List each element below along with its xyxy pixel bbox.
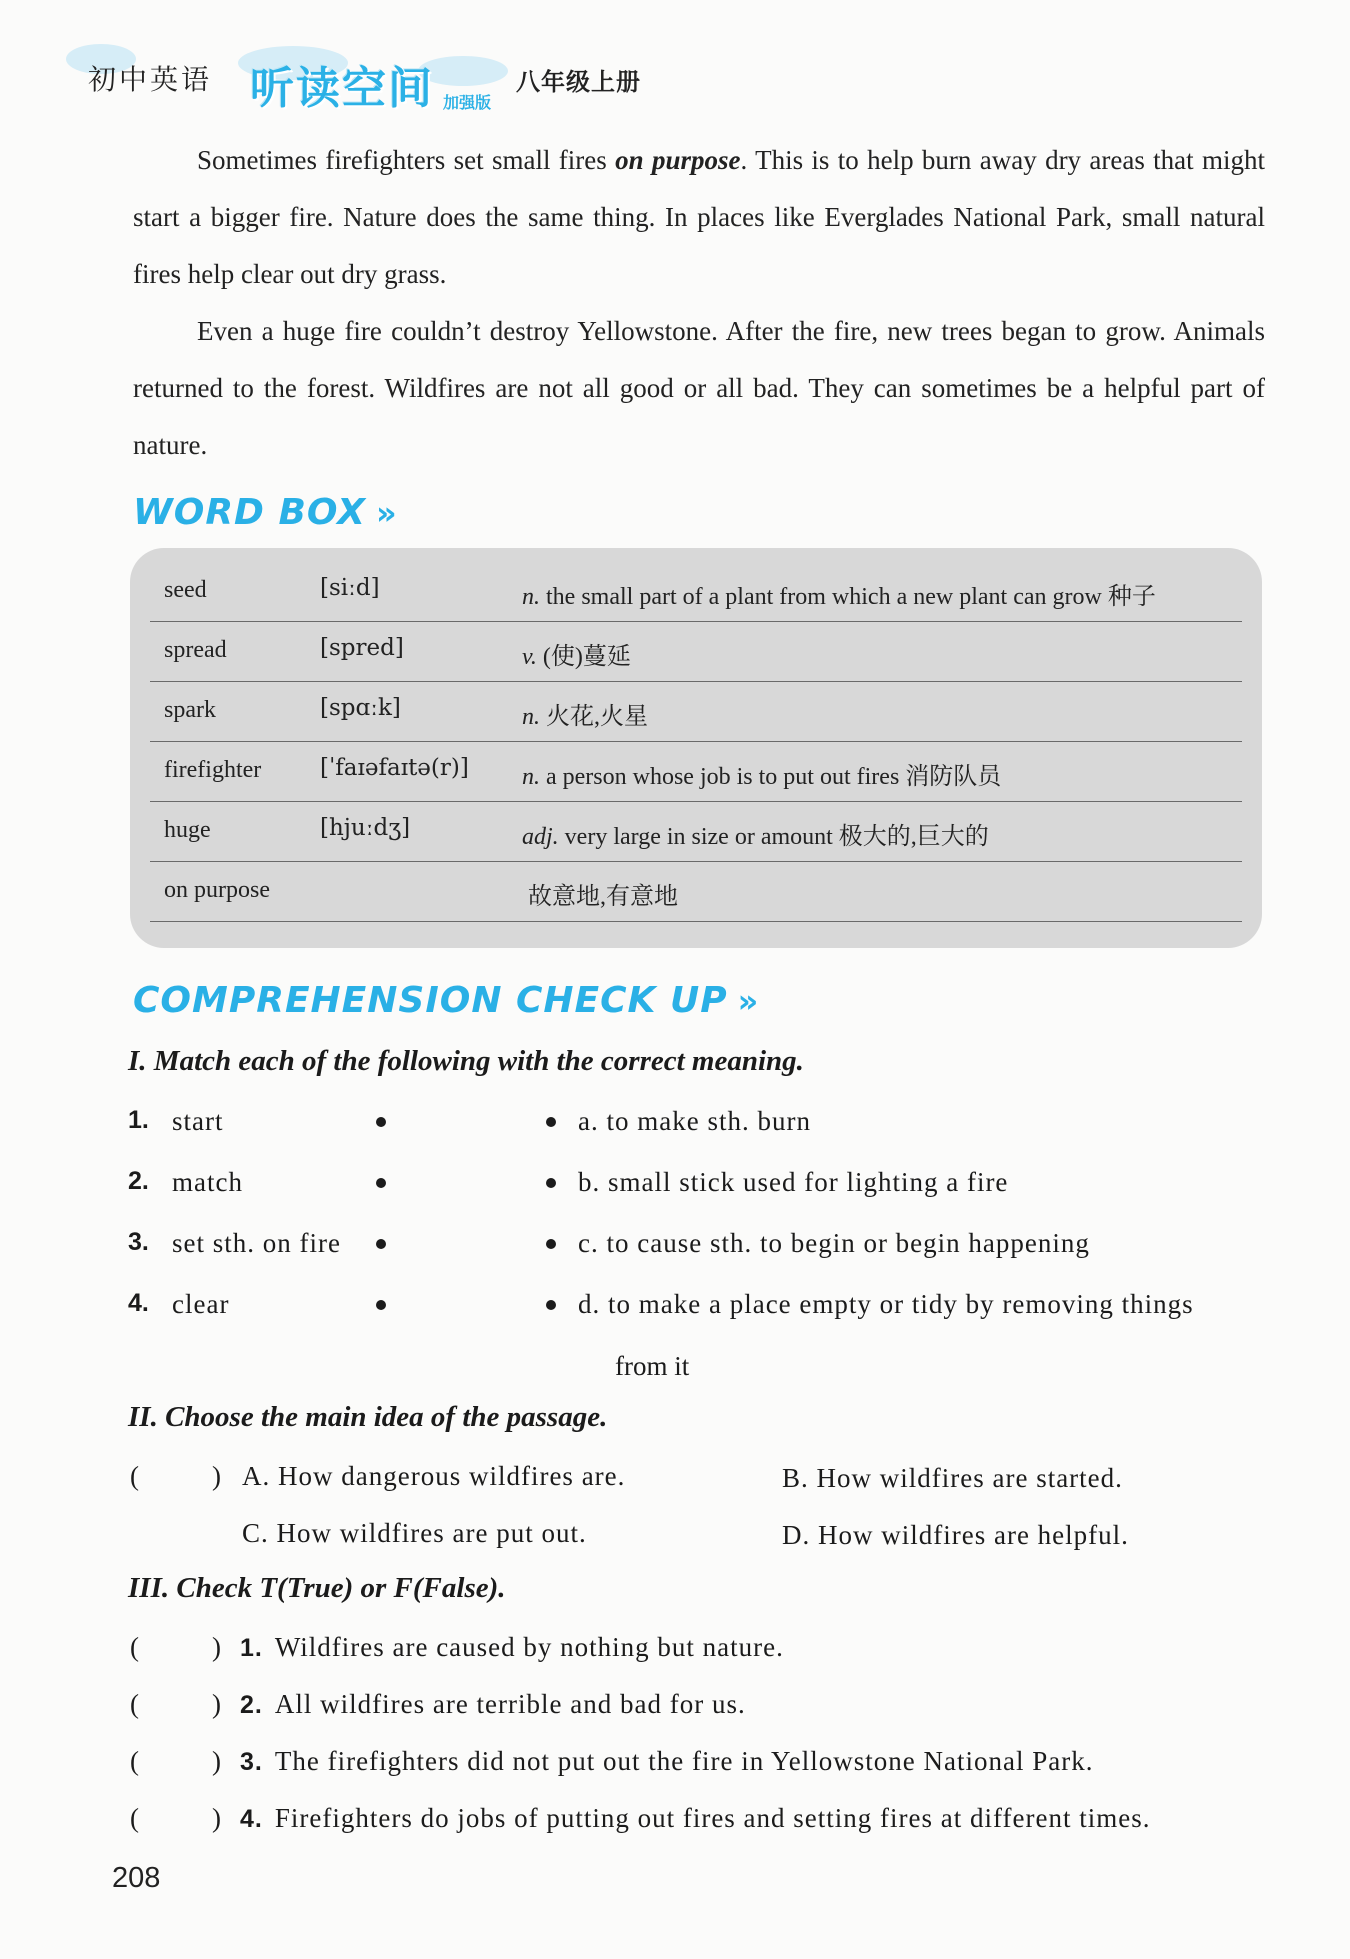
word-entry xyxy=(150,621,1242,682)
pronunciation: [siːd] xyxy=(320,575,380,601)
pronunciation: [ˈfaɪəfaɪtə(r)] xyxy=(320,755,469,781)
item-number: 3. xyxy=(128,1228,149,1256)
page-number: 208 xyxy=(112,1862,161,1894)
tf-statement: 4. Firefighters do jobs of putting out fires and setting fires at different times. xyxy=(240,1803,1151,1833)
match-dot-right[interactable] xyxy=(546,1300,556,1310)
option-a[interactable]: A. How dangerous wildfires are. xyxy=(242,1461,626,1491)
tf-statement: 2. All wildfires are terrible and bad for us. xyxy=(240,1689,746,1719)
pronunciation: [hjuːdʒ] xyxy=(320,815,411,841)
option-d[interactable]: D. How wildfires are helpful. xyxy=(782,1520,1129,1550)
part-3-heading: III. Check T(True) or F(False). xyxy=(128,1572,506,1604)
vocab-word: seed xyxy=(164,577,207,603)
word-entry xyxy=(150,801,1242,862)
double-chevron-icon: » xyxy=(375,494,398,532)
match-dot-right[interactable] xyxy=(546,1239,556,1249)
option-c[interactable]: C. How wildfires are put out. xyxy=(242,1518,587,1548)
match-term: set sth. on fire xyxy=(172,1228,341,1258)
item-number: 3. xyxy=(240,1748,263,1776)
match-dot-left[interactable] xyxy=(376,1178,386,1188)
pronunciation: [spred] xyxy=(320,635,404,661)
tf-statement: 3. The firefighters did not put out the fire in Yellowstone National Park. xyxy=(240,1746,1094,1776)
edition-label: 加强版 xyxy=(443,93,492,112)
word-entry xyxy=(150,561,1242,622)
answer-blank-open[interactable]: ( xyxy=(130,1689,139,1719)
match-dot-left[interactable] xyxy=(376,1300,386,1310)
definition: n. 火花,火星 xyxy=(522,704,648,730)
match-definition: b. small stick used for lighting a fire xyxy=(578,1167,1009,1197)
definition: n. a person whose job is to put out fires 消防队员 xyxy=(522,764,1002,790)
answer-blank-open[interactable]: ( xyxy=(130,1803,139,1833)
match-item xyxy=(128,1281,1268,1329)
match-dot-left[interactable] xyxy=(376,1239,386,1249)
part-1-heading: I. Match each of the following with the correct meaning. xyxy=(128,1045,804,1077)
match-item xyxy=(128,1159,1268,1207)
answer-blank-open[interactable]: ( xyxy=(130,1746,139,1776)
word-box-title: WORD BOX » xyxy=(133,492,398,533)
comprehension-title: COMPREHENSION CHECK UP » xyxy=(133,980,760,1021)
vocab-word: on purpose xyxy=(164,877,270,903)
definition: adj. very large in size or amount 极大的,巨大的 xyxy=(522,824,989,850)
match-definition: a. to make sth. burn xyxy=(578,1106,811,1136)
grade-label: 八年级上册 xyxy=(516,68,641,96)
brand-logo: 听读空间 xyxy=(250,63,434,114)
vocab-word: spread xyxy=(164,637,227,663)
answer-blank-open[interactable]: ( xyxy=(130,1632,139,1662)
match-definition: d. to make a place empty or tidy by removing things xyxy=(578,1289,1194,1319)
pronunciation: [spɑːk] xyxy=(320,695,401,721)
definition: v. (使)蔓延 xyxy=(522,644,631,670)
match-item xyxy=(128,1098,1268,1146)
key-phrase: on purpose xyxy=(615,145,741,175)
match-definition-continuation: from it xyxy=(615,1351,690,1381)
vocab-word: firefighter xyxy=(164,757,262,783)
match-definition: c. to cause sth. to begin or begin happening xyxy=(578,1228,1090,1258)
double-chevron-icon: » xyxy=(737,982,760,1020)
item-number: 4. xyxy=(128,1289,149,1317)
word-entry xyxy=(150,741,1242,802)
part-2-heading: II. Choose the main idea of the passage. xyxy=(128,1401,608,1433)
word-entry xyxy=(150,861,1242,922)
passage-paragraph-2: Even a huge fire couldn’t destroy Yellowstone. After the fire, new trees began to grow. Animals returned to the forest. Wildfires are not all good or all bad. They can sometimes be a helpful part of nature. xyxy=(133,316,1265,460)
vocab-word: huge xyxy=(164,817,211,843)
match-dot-right[interactable] xyxy=(546,1117,556,1127)
answer-blank-open[interactable]: ( xyxy=(130,1461,139,1491)
item-number: 1. xyxy=(240,1634,263,1662)
answer-blank-close: ) xyxy=(212,1746,221,1776)
match-dot-left[interactable] xyxy=(376,1117,386,1127)
match-dot-right[interactable] xyxy=(546,1178,556,1188)
series-title: 初中英语 xyxy=(88,63,213,96)
vocab-word: spark xyxy=(164,697,216,723)
item-number: 2. xyxy=(240,1691,263,1719)
item-number: 2. xyxy=(128,1167,149,1195)
passage-paragraph-1: Sometimes firefighters set small fires on purpose. This is to help burn away dry areas that might start a bigger fire. Nature does the same thing. In places like Everglades National Park, small natural fires help clear out dry grass. xyxy=(133,145,1266,289)
word-entry xyxy=(150,681,1242,742)
book-header xyxy=(88,52,788,112)
match-term: match xyxy=(172,1167,243,1197)
item-number: 1. xyxy=(128,1106,149,1134)
match-item xyxy=(128,1220,1268,1268)
option-b[interactable]: B. How wildfires are started. xyxy=(782,1463,1123,1493)
item-number: 4. xyxy=(240,1805,263,1833)
answer-blank-close: ) xyxy=(212,1461,221,1491)
answer-blank-close: ) xyxy=(212,1803,221,1833)
word-box xyxy=(130,548,1262,948)
definition: 故意地,有意地 xyxy=(528,884,678,910)
definition: n. the small part of a plant from which a new plant can grow 种子 xyxy=(522,584,1156,610)
match-term: clear xyxy=(172,1289,230,1319)
tf-statement: 1. Wildfires are caused by nothing but nature. xyxy=(240,1632,784,1662)
answer-blank-close: ) xyxy=(212,1632,221,1662)
match-term: start xyxy=(172,1106,224,1136)
answer-blank-close: ) xyxy=(212,1689,221,1719)
